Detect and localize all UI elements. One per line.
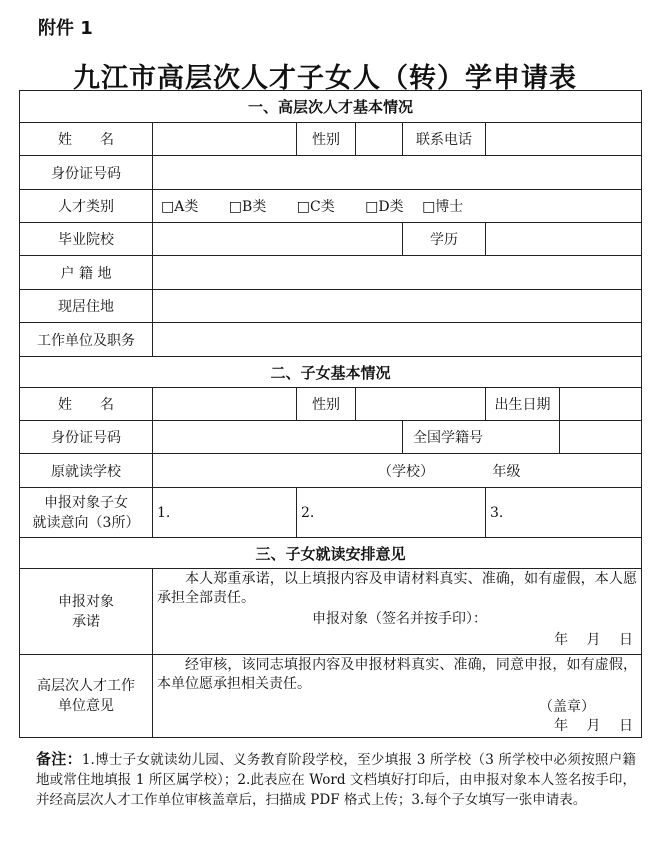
category-a-checkbox[interactable]: □A类 <box>161 199 199 215</box>
talent-name-field[interactable] <box>153 123 297 156</box>
employer-date: 年 月 日 <box>554 718 633 734</box>
student-number-label: 全国学籍号 <box>403 421 560 454</box>
child-school-row <box>20 454 642 488</box>
original-school-label: 原就读学校 <box>20 454 153 488</box>
school-choice-3[interactable]: 3. <box>486 488 642 538</box>
child-id-field[interactable] <box>153 421 403 454</box>
application-form-table <box>19 90 642 738</box>
section2-header-row <box>20 357 642 388</box>
talent-id-field[interactable] <box>153 156 642 190</box>
employer-position-field[interactable] <box>153 323 642 357</box>
section1-title: 一、高层次人才基本情况 <box>20 91 642 123</box>
notes-label: 备注： <box>36 750 82 768</box>
talent-category-row <box>20 190 642 223</box>
applicant-promise-label: 申报对象 承诺 <box>20 569 153 655</box>
attachment-label: 附件 1 <box>38 18 93 39</box>
notes-block <box>36 749 636 810</box>
child-birth-label: 出生日期 <box>486 388 560 421</box>
graduation-school-field[interactable] <box>153 223 403 256</box>
child-id-row <box>20 421 642 454</box>
education-label: 学历 <box>403 223 486 256</box>
talent-id-row <box>20 156 642 190</box>
talent-gender-label: 性别 <box>297 123 356 156</box>
talent-phone-label: 联系电话 <box>403 123 486 156</box>
applicant-date: 年 月 日 <box>554 632 633 648</box>
applicant-promise-cell[interactable] <box>153 569 642 655</box>
school-intent-row <box>20 488 642 538</box>
category-b-checkbox[interactable]: □B类 <box>228 199 267 215</box>
child-name-row <box>20 388 642 421</box>
employer-position-label: 工作单位及职务 <box>20 323 153 357</box>
talent-phone-field[interactable] <box>486 123 642 156</box>
employer-opinion-row <box>20 655 642 738</box>
page-title: 九江市高层次人才子女人（转）学申请表 <box>73 63 577 94</box>
education-field[interactable] <box>486 223 642 256</box>
category-d-checkbox[interactable]: □D类 <box>365 199 404 215</box>
talent-id-label: 身份证号码 <box>20 156 153 190</box>
child-birth-field[interactable] <box>560 388 642 421</box>
talent-gender-field[interactable] <box>356 123 403 156</box>
talent-residence-row <box>20 290 642 323</box>
applicant-promise-row <box>20 569 642 655</box>
employer-opinion-text: 经审核，该同志填报内容及申报材料真实、准确，同意申报，如有虚假，本单位愿承担相关责任。 <box>157 657 637 692</box>
residence-field[interactable] <box>153 290 642 323</box>
talent-category-options <box>153 190 642 223</box>
talent-name-label: 姓 名 <box>20 123 153 156</box>
talent-school-row <box>20 223 642 256</box>
talent-hukou-row <box>20 256 642 290</box>
child-id-label: 身份证号码 <box>20 421 153 454</box>
applicant-signature-label: 申报对象（签名并按手印）： <box>312 611 487 627</box>
school-intent-label: 申报对象子女 就读意向（3所） <box>20 488 153 538</box>
child-name-label: 姓 名 <box>20 388 153 421</box>
school-suffix: （学校） <box>378 463 434 480</box>
residence-label: 现居住地 <box>20 290 153 323</box>
student-number-field[interactable] <box>560 421 642 454</box>
applicant-promise-text: 本人郑重承诺，以上填报内容及申请材料真实、准确，如有虚假，本人愿承担全部责任。 <box>157 571 637 606</box>
hukou-label: 户 籍 地 <box>20 256 153 290</box>
talent-category-label: 人才类别 <box>20 190 153 223</box>
category-c-checkbox[interactable]: □C类 <box>296 199 335 215</box>
employer-opinion-label: 高层次人才工作 单位意见 <box>20 655 153 738</box>
school-choice-1[interactable]: 1. <box>153 488 297 538</box>
stamp-label: （盖章） <box>539 699 595 715</box>
section1-header-row <box>20 91 642 123</box>
category-doctor-checkbox[interactable]: □博士 <box>422 199 464 215</box>
employer-opinion-cell[interactable] <box>153 655 642 738</box>
section3-title: 三、子女就读安排意见 <box>20 538 642 569</box>
section3-header-row <box>20 538 642 569</box>
child-gender-field[interactable] <box>356 388 486 421</box>
talent-employer-row <box>20 323 642 357</box>
section2-title: 二、子女基本情况 <box>20 357 642 388</box>
child-gender-label: 性别 <box>297 388 356 421</box>
talent-name-row <box>20 123 642 156</box>
original-school-field[interactable] <box>153 454 642 488</box>
graduation-school-label: 毕业院校 <box>20 223 153 256</box>
child-name-field[interactable] <box>153 388 297 421</box>
school-choice-2[interactable]: 2. <box>297 488 486 538</box>
hukou-field[interactable] <box>153 256 642 290</box>
grade-suffix: 年级 <box>492 463 521 480</box>
notes-text: 1.博士子女就读幼儿园、义务教育阶段学校，至少填报 3 所学校（3 所学校中必须按照户籍地或常住地填报 1 所区属学校）；2.此表应在 Word 文档填好打印后，由申报对象本人签名按手印，并经高层次人才工作单位审核盖章后，扫描成 PDF 格式上传；3.每个子女填写一张申请表。 <box>36 752 636 808</box>
